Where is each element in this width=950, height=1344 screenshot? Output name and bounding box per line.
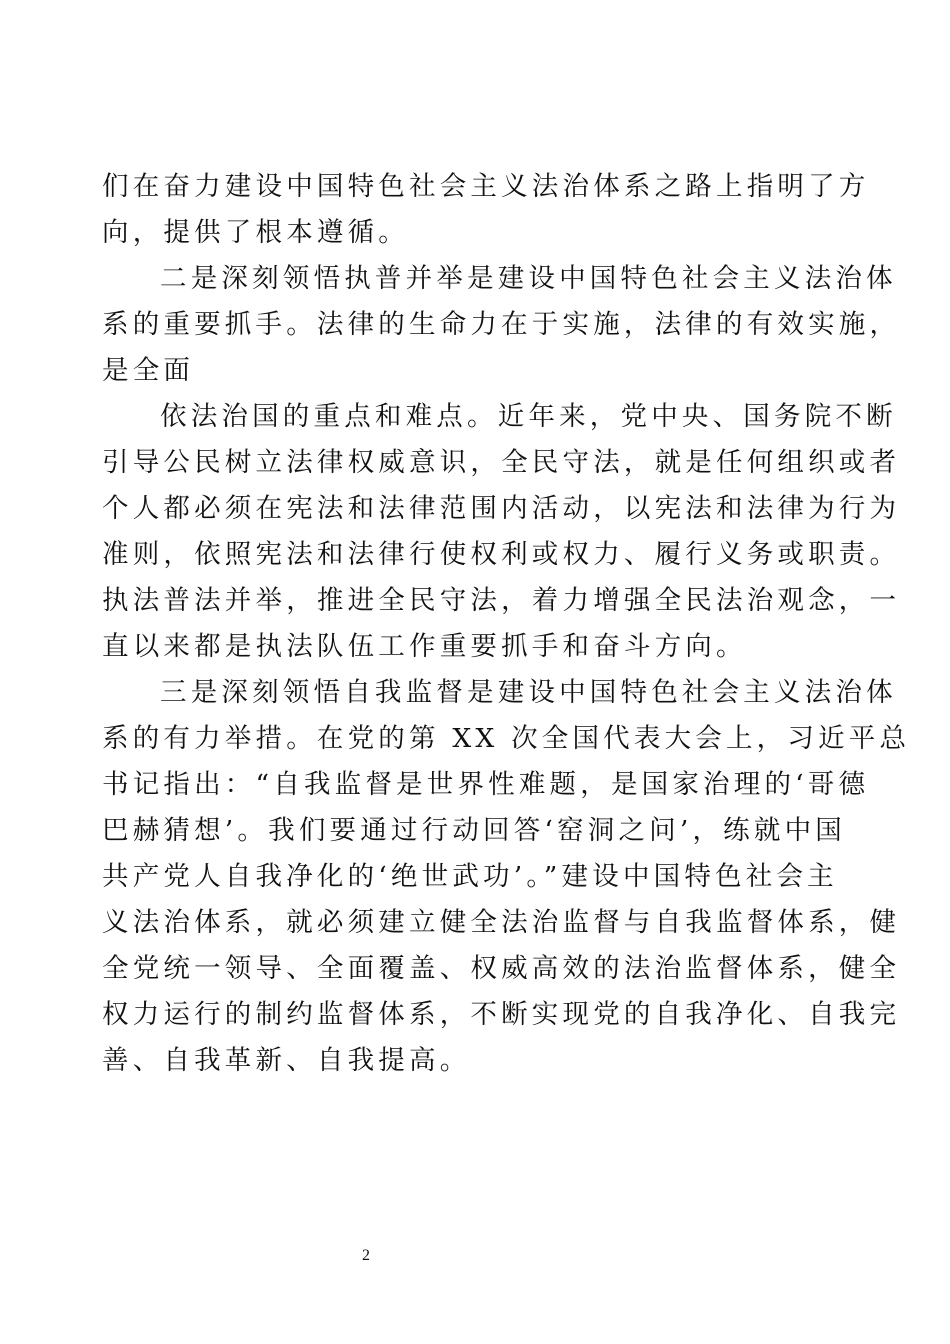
text-line: 们在奋力建设中国特色社会主义法治体系之路上指明了方 <box>102 171 870 202</box>
paragraph-point-two <box>102 256 901 394</box>
paragraph-continuation <box>102 164 870 256</box>
text-line: 引导公民树立法律权威意识，全民守法，就是任何组织或者 <box>102 447 901 478</box>
text-line: 善、自我革新、自我提高。 <box>102 1045 471 1076</box>
text-line: 权力运行的制约监督体系，不断实现党的自我净化、自我完 <box>102 999 901 1030</box>
text-line: 准则，依照宪法和法律行使权利或权力、履行义务或职责。 <box>102 539 901 570</box>
text-line: 共产党人自我净化的‘绝世武功’。”建设中国特色社会主 <box>102 861 838 892</box>
text-line: 系的有力举措。在党的第 XX 次全国代表大会上，习近平总 <box>102 723 911 754</box>
text-line: 系的重要抓手。法律的生命力在于实施，法律的有效实施， <box>102 309 901 340</box>
document-body <box>102 164 911 1084</box>
text-line: 执法普法并举，推进全民守法，着力增强全民法治观念，一 <box>102 585 901 616</box>
paragraph-point-three <box>102 670 911 1084</box>
text-line: 书记指出：“自我监督是世界性难题，是国家治理的‘哥德 <box>102 769 870 800</box>
text-line: 二是深刻领悟执普并举是建设中国特色社会主义法治体 <box>160 263 897 294</box>
text-line: 个人都必须在宪法和法律范围内活动，以宪法和法律为行为 <box>102 493 901 524</box>
text-line: 三是深刻领悟自我监督是建设中国特色社会主义法治体 <box>160 677 897 708</box>
text-line: 向，提供了根本遵循。 <box>102 217 409 248</box>
text-line: 依法治国的重点和难点。近年来，党中央、国务院不断 <box>160 401 897 432</box>
text-line: 直以来都是执法队伍工作重要抓手和奋斗方向。 <box>102 631 747 662</box>
text-line: 义法治体系，就必须建立健全法治监督与自我监督体系，健 <box>102 907 901 938</box>
text-line: 巴赫猜想’。我们要通过行动回答‘窑洞之问’，练就中国 <box>102 815 846 846</box>
page-number: 2 <box>362 1247 370 1264</box>
paragraph-rule-of-law <box>102 394 901 670</box>
text-line: 全党统一领导、全面覆盖、权威高效的法治监督体系，健全 <box>102 953 901 984</box>
text-line: 是全面 <box>102 355 195 386</box>
